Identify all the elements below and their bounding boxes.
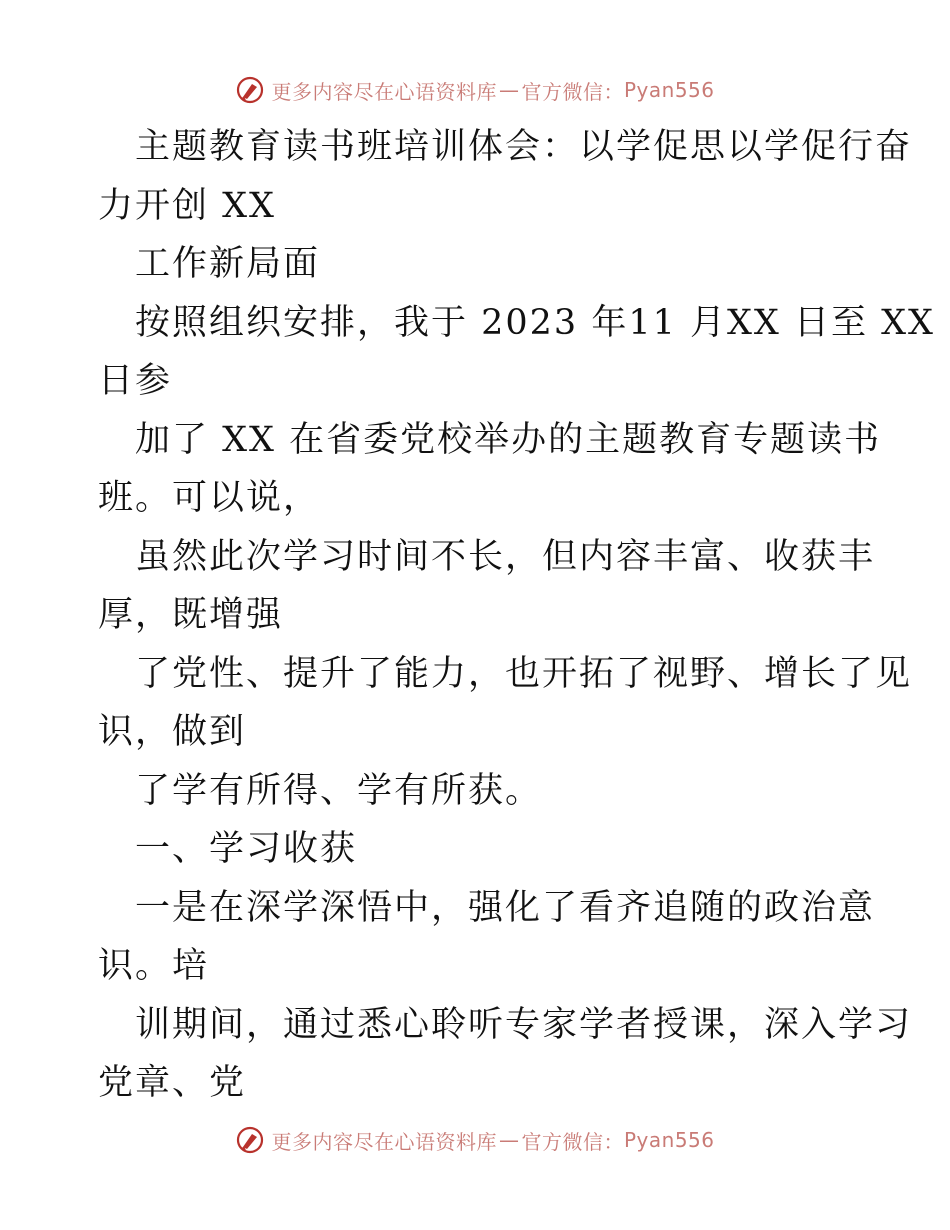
text-line: 了学有所得、学有所获。 [135, 770, 543, 811]
text-line: 虽然此次学习时间不长，但内容丰富、收获丰 [135, 536, 876, 577]
banner-main-text: 更多内容尽在心语资料库 [271, 79, 497, 104]
banner-contact-label: 官方微信： [521, 1129, 624, 1154]
banner-main-text: 更多内容尽在心语资料库 [271, 1129, 497, 1154]
document-body [98, 118, 935, 1113]
text-line: 了党性、提升了能力，也开拓了视野、增长了见 [135, 653, 913, 694]
text-line: 日参 [98, 361, 173, 401]
text-line: 按照组织安排，我于 2023 年11 月XX 日至 XX [135, 302, 935, 343]
text-line: 训期间，通过悉心聆听专家学者授课，深入学习 [135, 1004, 913, 1045]
banner-contact-label: 官方微信： [521, 79, 624, 104]
banner-separator: — [498, 78, 520, 102]
text-line: 一是在深学深悟中，强化了看齐追随的政治意 [135, 887, 876, 928]
footer-banner [0, 1120, 950, 1160]
text-line: 识。培 [98, 946, 210, 986]
banner-contact-value: Pyan556 [623, 78, 715, 102]
text-line: 工作新局面 [135, 244, 321, 284]
text-line: 加了 XX 在省委党校举办的主题教育专题读书 [135, 419, 882, 460]
banner-contact-value: Pyan556 [623, 1128, 715, 1152]
pen-nib-logo-icon [235, 1125, 265, 1155]
header-banner [0, 70, 950, 110]
text-line: 班。可以说， [98, 478, 321, 518]
banner-separator: — [498, 1128, 520, 1152]
text-line: 力开创 XX [98, 185, 276, 226]
text-line: 厚，既增强 [98, 595, 284, 635]
text-line: 党章、党 [98, 1063, 247, 1103]
text-line: 一、学习收获 [135, 829, 358, 869]
text-line: 主题教育读书班培训体会：以学促思以学促行奋 [135, 127, 913, 167]
text-line: 识，做到 [98, 712, 247, 752]
pen-nib-logo-icon [235, 75, 265, 105]
